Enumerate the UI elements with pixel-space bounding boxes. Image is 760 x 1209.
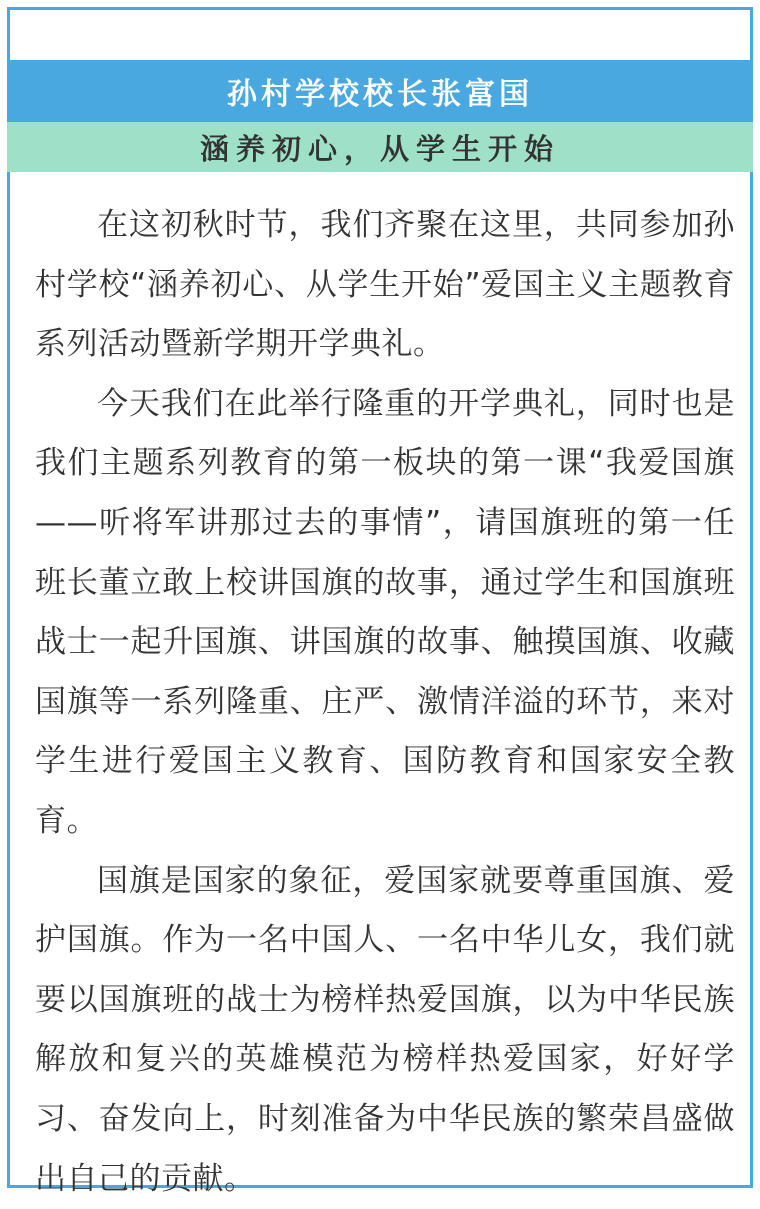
page-subtitle: 涵养初心，从学生开始: [199, 131, 560, 166]
article-body: [35, 196, 735, 1209]
subtitle-banner: [7, 122, 753, 172]
paragraph-1: 在这初秋时节，我们齐聚在这里，共同参加孙村学校“涵养初心、从学生开始”爱国主义主题教育系列活动暨新学期开学典礼。: [35, 207, 735, 363]
page-title: 孙村学校校长张富国: [227, 77, 533, 112]
paragraph-3: 国旗是国家的象征，爱国家就要尊重国旗、爱护国旗。作为一名中国人、一名中华儿女，我们就要以国旗班的战士为榜样热爱国旗，以为中华民族解放和复兴的英雄模范为榜样热爱国家，好好学习、奋发向上，时刻准备为中华民族的繁荣昌盛做出自己的贡献。: [35, 862, 735, 1197]
paragraph-2: 今天我们在此举行隆重的开学典礼，同时也是我们主题系列教育的第一板块的第一课“我爱国旗——听将军讲那过去的事情”，请国旗班的第一任班长董立敢上校讲国旗的故事，通过学生和国旗班战士一起升国旗、讲国旗的故事、触摸国旗、收藏国旗等一系列隆重、庄严、激情洋溢的环节，来对学生进行爱国主义教育、国防教育和国家安全教育。: [35, 385, 735, 839]
title-banner: [7, 60, 753, 122]
